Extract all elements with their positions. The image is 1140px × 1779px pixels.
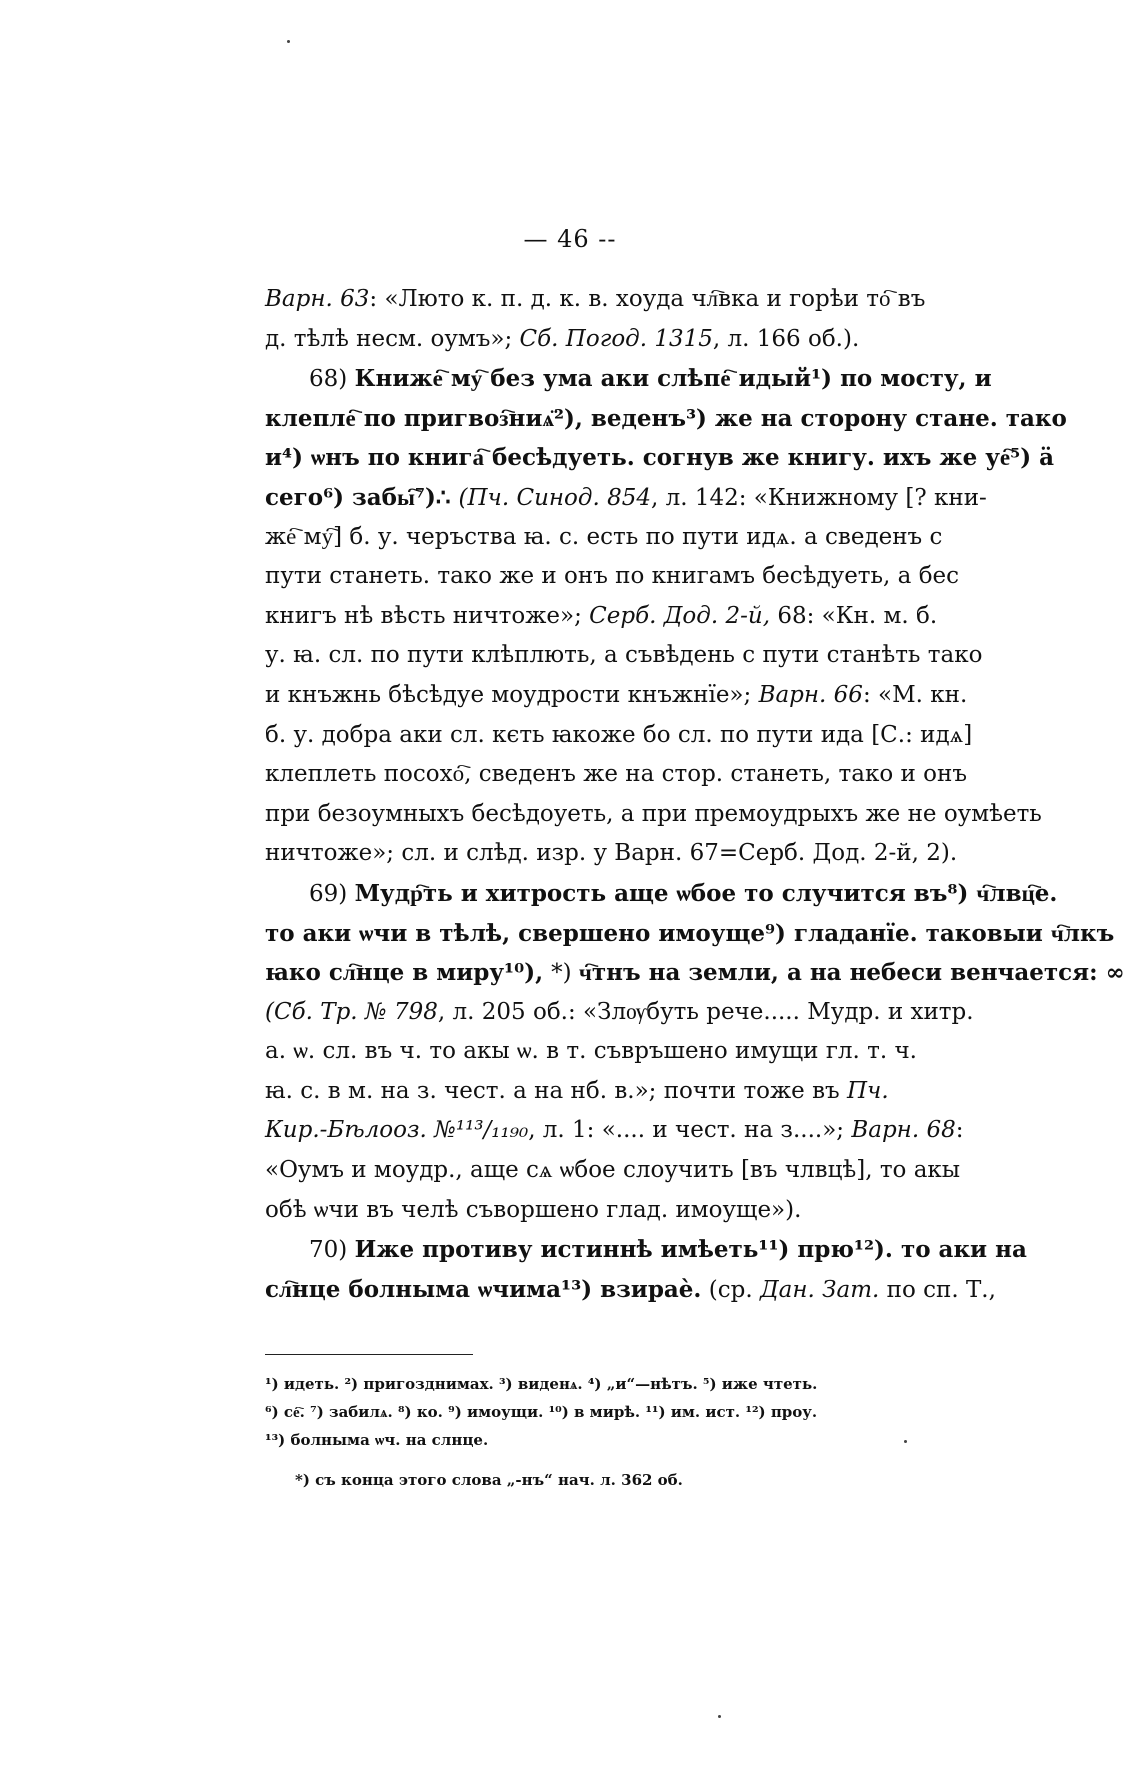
- text-segment: (ср.: [701, 1276, 760, 1303]
- text-segment: , л. 205 об.: «Злѹбуть рече..... Мудр. и хитр.: [437, 998, 974, 1025]
- footnote-line: ¹) идеть. ²) пригозднимах. ³) виденѧ. ⁴) „и“—нѣтъ. ⁵) иже чтеть.: [265, 1375, 818, 1393]
- source-reference: Серб. Дод. 2-й,: [589, 602, 771, 629]
- church-slavonic-text: ч҇тнъ на земли, а на небеси венчается: ∞: [578, 959, 1125, 987]
- text-line: [265, 874, 1058, 914]
- main-text: [265, 280, 1125, 1309]
- text-line: [265, 795, 1042, 835]
- text-segment: книгъ нѣ вѣсть ничтоже»;: [265, 602, 590, 629]
- church-slavonic-text: ꙗко сл҇нце в миру¹⁰),: [265, 959, 552, 987]
- footnote-line: ⁶) се҇. ⁷) забилѧ. ⁸) ко. ⁹) имоущи. ¹⁰) в мирѣ. ¹¹) им. ист. ¹²) проу.: [265, 1403, 818, 1421]
- text-line: [265, 993, 995, 1033]
- text-segment: : «М. кн.: [862, 681, 968, 708]
- source-reference: Варн. 63: [265, 286, 370, 312]
- text-segment: , л. 1: «.... и чест. на з....»;: [528, 1117, 852, 1144]
- scan-speck: [904, 1440, 907, 1443]
- text-segment: и кнъжнь бѣсѣдуе моудрости кнъжнїе»;: [265, 681, 759, 708]
- text-line: [265, 755, 995, 795]
- scan-speck: [287, 40, 290, 43]
- source-reference: Кир.-Бѣлоoз. №¹¹³/₁₁₉₀: [265, 1117, 529, 1144]
- text-line: [265, 1191, 995, 1231]
- text-segment: «Оумъ и моудр., аще сѧ ѡбое слоучить [въ члвцѣ], то акы: [265, 1157, 961, 1184]
- text-line: [265, 1111, 995, 1151]
- footnote-line: ¹³) болныма ѡч. на слнце.: [265, 1431, 489, 1449]
- text-segment: 69): [309, 880, 355, 907]
- source-reference: Варн. 66: [758, 681, 863, 708]
- scan-speck: [718, 1715, 721, 1718]
- text-line: [265, 834, 995, 874]
- church-slavonic-text: сего⁶) забы҇⁷)∴: [265, 483, 459, 511]
- text-line: [265, 518, 995, 558]
- text-segment: обѣ ѡчи въ челѣ съворшено глад. имоуще»).: [265, 1196, 802, 1223]
- source-reference: Дан. Зат.: [759, 1276, 880, 1303]
- text-segment: ꙗ. с. в м. на з. чест. а на нб. в.»; почти тоже въ: [265, 1077, 847, 1104]
- text-segment: , л. 142: «Книжному [? кни-: [650, 484, 987, 511]
- text-segment: пути станеть. тако же и онъ по книгамъ бесѣдуеть, а бес: [265, 563, 960, 590]
- church-slavonic-text: и⁴) ѡнъ по книга҇ бесѣдуеть. согнув же книгу. ихъ же уе҇⁵) ӓ: [265, 444, 1055, 472]
- text-segment: ничтоже»; сл. и слѣд. изр. у Варн. 67=Серб. Дод. 2-й, 2).: [265, 840, 958, 867]
- footnotes: [265, 1370, 995, 1494]
- text-segment: , л. 166 об.).: [712, 325, 860, 352]
- source-reference: (Пч. Синод. 854: [458, 484, 651, 511]
- text-line: [265, 1230, 1027, 1270]
- text-segment: : «Люто к. п. д. к. в. хоуда чл҇вка и горѣи то҇ въ: [369, 286, 926, 312]
- text-line: [265, 597, 995, 637]
- source-reference: Варн. 68: [851, 1117, 956, 1144]
- text-line: [265, 1032, 995, 1072]
- text-line: [265, 636, 995, 676]
- text-line: [265, 1270, 995, 1310]
- text-segment: а. ѡ. сл. въ ч. то акы ѡ. в т. съвръшено имущи гл. т. ч.: [265, 1038, 917, 1065]
- church-slavonic-text: Книже҇ му҇ без ума аки слѣпе҇ идый¹) по мосту, и: [354, 365, 992, 393]
- text-line: [265, 953, 1125, 993]
- text-segment: при безоумныхъ бесѣдоуеть, а при премоудрыхъ же не оумѣеть: [265, 800, 1042, 827]
- text-line: [265, 557, 995, 597]
- text-line: [265, 320, 995, 360]
- text-segment: д. тѣлѣ несм. оумъ»;: [265, 325, 520, 352]
- church-slavonic-text: Мудр҇ть и хитрость аще ѡбое то случится въ⁸) ч҇лвц҇е.: [354, 879, 1058, 907]
- text-line: [265, 716, 995, 756]
- source-reference: (Сб. Тр. № 798: [265, 998, 438, 1025]
- church-slavonic-text: клепле҇ по пригвоз҇ниѧ̈²), веденъ³) же на сторону стане. тако: [265, 404, 1067, 432]
- church-slavonic-text: то аки ѡчи в тѣлѣ, свершено имоуще⁹) гладанїе. таковыи ч҇лкъ: [265, 919, 1115, 947]
- text-segment: б. у. добра аки сл. кєть ꙗкоже бо сл. по пути ида [С.: идѧ]: [265, 721, 973, 748]
- text-line: [265, 1151, 995, 1191]
- source-reference: Пч.: [847, 1077, 889, 1104]
- text-line: [265, 438, 1055, 478]
- text-segment: 68): [309, 366, 355, 393]
- text-segment: клеплеть посохо҇, сведенъ же на стор. станеть, тако и онъ: [265, 761, 967, 788]
- text-segment: 68: «Кн. м. б.: [770, 602, 938, 629]
- text-line: [265, 676, 995, 716]
- text-segment: по сп. Т.,: [879, 1276, 996, 1303]
- page-number: — 46 --: [523, 225, 617, 253]
- church-slavonic-text: Иже противу истиннѣ имѣеть¹¹) прю¹²). то аки на: [354, 1236, 1027, 1264]
- text-line: [265, 359, 995, 399]
- text-line: [265, 280, 995, 320]
- church-slavonic-text: сл҇нце болныма ѡчима¹³) взираѐ.: [265, 1275, 702, 1303]
- text-segment: :: [955, 1117, 964, 1144]
- star-footnote: *) съ конца этого слова „-нъ“ нач. л. 362 об.: [295, 1471, 683, 1489]
- text-segment: *): [551, 960, 579, 987]
- text-line: [265, 478, 995, 518]
- footnote-divider: [265, 1354, 473, 1355]
- text-segment: у. ꙗ. сл. по пути клѣплють, а съвѣдень с пути станѣть тако: [265, 642, 983, 669]
- source-reference: Сб. Погод. 1315: [519, 325, 713, 352]
- text-segment: же҇ му҇] б. у. черъства ꙗ. с. есть по пути идѧ. а сведенъ с: [265, 523, 943, 550]
- text-line: [265, 1072, 995, 1112]
- text-line: [265, 399, 1067, 439]
- text-line: [265, 914, 1115, 954]
- text-segment: 70): [309, 1237, 355, 1264]
